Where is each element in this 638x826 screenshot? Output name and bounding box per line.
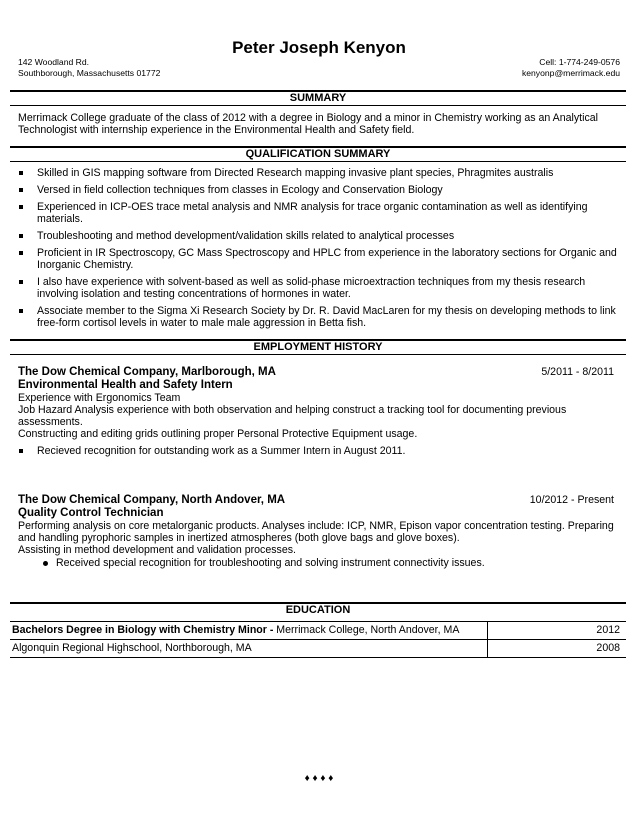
job-2-title: Quality Control Technician: [18, 507, 164, 519]
education-heading: EDUCATION: [10, 602, 626, 617]
education-year: 2008: [488, 640, 627, 658]
footer-ornament: ♦ ♦ ♦ ♦: [304, 773, 334, 784]
job-2-line2: Assisting in method development and validation processes.: [18, 544, 296, 556]
job-2-description: [18, 520, 618, 556]
school-name: Algonquin Regional Highschool, Northborough, MA: [12, 642, 252, 654]
education-entry: [10, 640, 488, 658]
school-name: Merrimack College, North Andover, MA: [273, 624, 460, 636]
job-1-line1: Experience with Ergonomics Team: [18, 392, 181, 404]
contact-block: [522, 57, 620, 79]
employment-heading: EMPLOYMENT HISTORY: [10, 339, 626, 355]
job-1-line3: Constructing and editing grids outlining proper Personal Protective Equipment usage.: [18, 428, 418, 440]
list-item: Proficient in IR Spectroscopy, GC Mass Spectroscopy and HPLC from experience in the laboratory sections for Organic and Inorganic Chemistry.: [18, 247, 618, 271]
job-1-bullets: [18, 445, 618, 457]
table-row: [10, 622, 626, 640]
list-item: Skilled in GIS mapping software from Directed Research mapping invasive plant species, Phragmites australis: [18, 167, 618, 179]
education-table: [10, 621, 626, 658]
square-bullet-icon: [19, 205, 23, 209]
summary-heading: SUMMARY: [10, 90, 626, 106]
job-2-line1: Performing analysis on core metalorganic products. Analyses include: ICP, NMR, Epison vapor concentration testing. Preparing and handling pyrophoric samples in inertized atmospheres (both glove bags and glove boxes).: [18, 520, 614, 544]
job-1-company: The Dow Chemical Company, Marlborough, MA: [18, 366, 276, 378]
education-year: 2012: [488, 622, 627, 640]
phone-number: Cell: 1-774-249-0576: [539, 57, 620, 67]
square-bullet-icon: [19, 251, 23, 255]
summary-line2: Technologist with internship experience in the Environmental Health and Safety field.: [18, 124, 415, 136]
square-bullet-icon: [19, 171, 23, 175]
list-item: Recieved recognition for outstanding work as a Summer Intern in August 2011.: [18, 445, 618, 457]
round-bullet-icon: [43, 561, 48, 566]
job-1-dates: 5/2011 - 8/2011: [541, 366, 614, 378]
email-address[interactable]: kenyonp@merrimack.edu: [521, 68, 620, 78]
address-block: [18, 57, 160, 79]
summary-line1: Merrimack College graduate of the class of 2012 with a degree in Biology and a minor in Chemistry working as an Analytical: [18, 112, 599, 124]
square-bullet-icon: [19, 188, 23, 192]
job-1-line2: Job Hazard Analysis experience with both observation and helping construct a tracking tool for documenting previous assessments.: [18, 404, 567, 428]
table-row: [10, 640, 626, 658]
qualification-list: [18, 167, 618, 329]
address-line2: Southborough, Massachusetts 01772: [18, 68, 161, 78]
list-item: Experienced in ICP-OES trace metal analysis and NMR analysis for trace organic contamination as well as identifying materials.: [18, 201, 618, 225]
summary-text: [18, 112, 618, 136]
job-1-description: [18, 392, 618, 440]
job-1-title: Environmental Health and Safety Intern: [18, 379, 233, 391]
list-item: Troubleshooting and method development/validation skills related to analytical processes: [18, 230, 618, 242]
qualification-heading: QUALIFICATION SUMMARY: [10, 146, 626, 162]
square-bullet-icon: [19, 234, 23, 238]
job-2-company: The Dow Chemical Company, North Andover, MA: [18, 494, 286, 506]
address-line1: 142 Woodland Rd.: [18, 57, 90, 67]
square-bullet-icon: [19, 280, 23, 284]
job-2-bullet: Received special recognition for troubleshooting and solving instrument connectivity issues.: [56, 557, 485, 569]
education-entry: [10, 622, 488, 640]
square-bullet-icon: [19, 449, 23, 453]
list-item: Versed in field collection techniques from classes in Ecology and Conservation Biology: [18, 184, 618, 196]
candidate-name: Peter Joseph Kenyon: [232, 38, 406, 57]
job-2-dates: 10/2012 - Present: [529, 494, 614, 506]
degree-name: Bachelors Degree in Biology with Chemistry Minor -: [12, 624, 274, 636]
square-bullet-icon: [19, 309, 23, 313]
list-item: I also have experience with solvent-based as well as solid-phase microextraction techniques from my thesis research involving isolation and testing concentrations of hormones in water.: [18, 276, 618, 300]
list-item: Associate member to the Sigma Xi Research Society by Dr. R. David MacLaren for my thesis on developing methods to link free-form cortisol levels in water to male male aggression in Betta fish.: [18, 305, 618, 329]
job-2-bullet-row: [18, 557, 618, 569]
